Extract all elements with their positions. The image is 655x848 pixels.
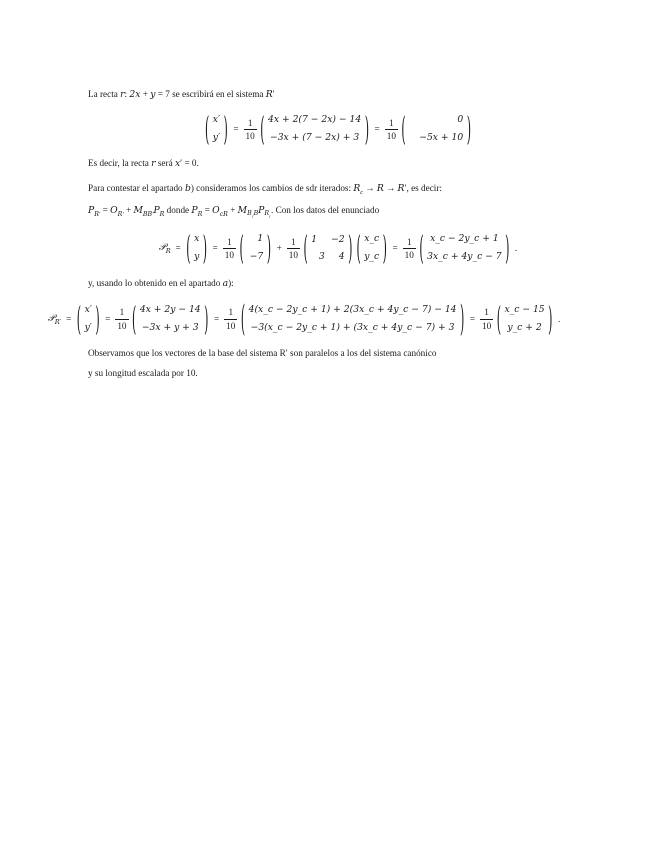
eq2-label: 𝒫$_R$ bbox=[158, 242, 171, 255]
equation-1: ( x′ y′ ) = $\frac{1}{10}$ ( 4x + 2(7 − 2x) − 14 −3x + (7 − 2x) + 3 ) = $\frac{1}{10}$ ( 0 −5x + 10 ) bbox=[204, 109, 472, 149]
eq1-matrix-2: 0 −5x + 10 bbox=[419, 113, 464, 144]
eq1-lhs-top: x′ bbox=[212, 113, 221, 125]
eq3-scalar-1: $\frac{1}{10}$ bbox=[117, 307, 127, 331]
paragraph-using-a: y, usando lo obtenido en el apartado a): bbox=[88, 277, 234, 289]
eq3-vector-4: x_c − 15 y_c + 2 bbox=[504, 303, 545, 334]
paragraph-intro: La recta r: 2x + y = 7 se escribirá en el sistema R′ bbox=[88, 89, 275, 100]
eq2-vector-2: 1 −7 bbox=[249, 233, 264, 263]
paragraph-closing-1: Observamos que los vectores de la base del sistema R′ son paralelos a los del sistema canónico bbox=[88, 348, 437, 359]
eq1-scalar-2: $\frac{1}{10}$ bbox=[386, 117, 396, 141]
eq2-scalar-1: $\frac{1}{10}$ bbox=[224, 236, 234, 260]
paragraph-closing-2: y su longitud escalada por 10. bbox=[88, 368, 198, 379]
eq2-scalar-3: $\frac{1}{10}$ bbox=[404, 236, 414, 260]
eq2-trailing: . bbox=[514, 243, 518, 254]
eq3-vector-3: 4(x_c − 2y_c + 1) + 2(3x_c + 4y_c − 7) − 14 −3(x_c − 2y_c + 1) + (3x_c + 4y_c − 7) + 3 bbox=[248, 303, 457, 334]
paragraph-after-eq1: Es decir, la recta r será x′ = 0. bbox=[88, 157, 199, 169]
eq2-vector-4: x_c − 2y_c + 1 3x_c + 4y_c − 7 bbox=[427, 233, 502, 263]
eq3-vector-1: x′ y′ bbox=[84, 303, 92, 334]
eq2-vector-3: x_c y_c bbox=[364, 233, 380, 263]
eq2-scalar-2: $\frac{1}{10}$ bbox=[288, 236, 298, 260]
eq3-scalar-2: $\frac{1}{10}$ bbox=[226, 307, 236, 331]
equation-2: 𝒫$_R$ = ( x y ) = $\frac{1}{10}$ ( 1 −7 ) + $\frac{1}{10}$ ( 1 −2 3 4 ) ( x_c y_c ) = $\frac{1}{10}$ ( x_c − 2y_c + 1 3x_c + 4y_c − 7 ) . bbox=[158, 228, 518, 268]
eq1-matrix-1: 4x + 2(7 − 2x) − 14 −3x + (7 − 2x) + 3 bbox=[268, 113, 362, 144]
eq1-lhs-bottom: y′ bbox=[212, 132, 221, 144]
eq1-lhs-vector bbox=[213, 111, 220, 148]
equation-3: 𝒫$_{R'}$ = ( x′ y′ ) = $\frac{1}{10}$ ( 4x + 2y − 14 −3x + y + 3 ) = $\frac{1}{10}$ ( 4(x_c − 2y_c + 1) + 2(3x_c + 4y_c − 7) − 14 −3(x_c − 2y_c + 1) + (3x_c + 4y_c − 7) + 3 ) = $\frac{1}{10}$ ( x_c − 15 y_c + 2 ) . bbox=[47, 298, 561, 340]
eq3-vector-2: 4x + 2y − 14 −3x + y + 3 bbox=[139, 303, 201, 334]
eq2-vector-1: x y bbox=[194, 233, 200, 263]
eq1-scalar-1: $\frac{1}{10}$ bbox=[245, 117, 255, 141]
paragraph-formula-b: $P_{R'} = O_{R'} + M_{BB'}P_R$ donde $P_R = O_{cR} + M_{B_cB}P_{R_c}$. Con los datos del enunciado bbox=[88, 204, 380, 219]
paragraph-part-b: Para contestar el apartado b) consideramos los cambios de sdr iterados: $R_c \to R \to R'$, es decir: bbox=[88, 183, 442, 197]
eq2-matrix: 1 −2 3 4 bbox=[311, 233, 345, 263]
eq3-label: 𝒫$_{R'}$ bbox=[47, 312, 62, 326]
document-content bbox=[47, 88, 588, 387]
eq3-scalar-3: $\frac{1}{10}$ bbox=[482, 307, 492, 331]
eq3-trailing: . bbox=[557, 314, 561, 325]
